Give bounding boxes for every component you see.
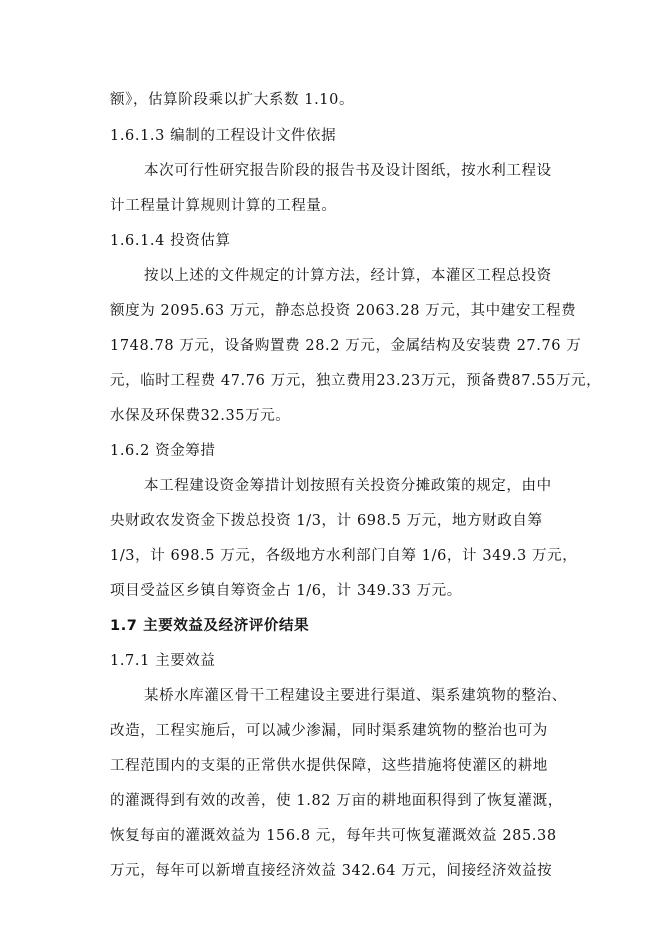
paragraph-line: 元，临时工程费 47.76 万元，独立费用23.23万元，预备费87.55万元， <box>110 373 602 389</box>
paragraph-line: 万元，每年可以新增直接经济效益 342.64 万元，间接经济效益按 <box>110 863 553 879</box>
paragraph-line: 恢复每亩的灌溉效益为 156.8 元，每年共可恢复灌溉效益 285.38 <box>110 828 557 844</box>
section-heading-1-6-1-4: 1.6.1.4 投资估算 <box>110 233 231 249</box>
paragraph-line: 1/3，计 698.5 万元，各级地方水利部门自筹 1/6，计 349.3 万元， <box>110 548 578 564</box>
section-heading-1-6-2: 1.6.2 资金筹措 <box>110 443 216 459</box>
paragraph-line: 水保及环保费32.35万元。 <box>110 408 291 424</box>
paragraph-line: 某桥水库灌区骨干工程建设主要进行渠道、渠系建筑物的整治、 <box>144 688 567 704</box>
section-heading-1-7: 1.7 主要效益及经济评价结果 <box>110 618 310 634</box>
section-heading-1-7-1: 1.7.1 主要效益 <box>110 653 216 669</box>
paragraph-line: 按以上述的文件规定的计算方法，经计算，本灌区工程总投资 <box>144 268 552 284</box>
paragraph-line: 本次可行性研究报告阶段的报告书及设计图纸，按水利工程设 <box>144 163 552 179</box>
paragraph-line: 1748.78 万元，设备购置费 28.2 万元，金属结构及安装费 27.76 万 <box>110 338 582 354</box>
paragraph-line: 改造，工程实施后，可以减少渗漏，同时渠系建筑物的整治也可为 <box>110 723 548 739</box>
paragraph-line: 的灌溉得到有效的改善，使 1.82 万亩的耕地面积得到了恢复灌溉， <box>110 793 563 809</box>
paragraph-line: 计工程量计算规则计算的工程量。 <box>110 198 337 214</box>
paragraph-line: 央财政农发资金下拨总投资 1/3，计 698.5 万元，地方财政自筹 <box>110 513 543 529</box>
section-heading-1-6-1-3: 1.6.1.3 编制的工程设计文件依据 <box>110 128 337 144</box>
paragraph-line: 工程范围内的支渠的正常供水提供保障，这些措施将使灌区的耕地 <box>110 758 548 774</box>
paragraph-line: 项目受益区乡镇自筹资金占 1/6，计 349.33 万元。 <box>110 583 462 599</box>
paragraph-line-continuation: 额》，估算阶段乘以扩大系数 1.10。 <box>110 92 355 108</box>
paragraph-line: 额度为 2095.63 万元，静态总投资 2063.28 万元，其中建安工程费 <box>110 303 577 319</box>
paragraph-line: 本工程建设资金筹措计划按照有关投资分摊政策的规定，由中 <box>144 478 552 494</box>
